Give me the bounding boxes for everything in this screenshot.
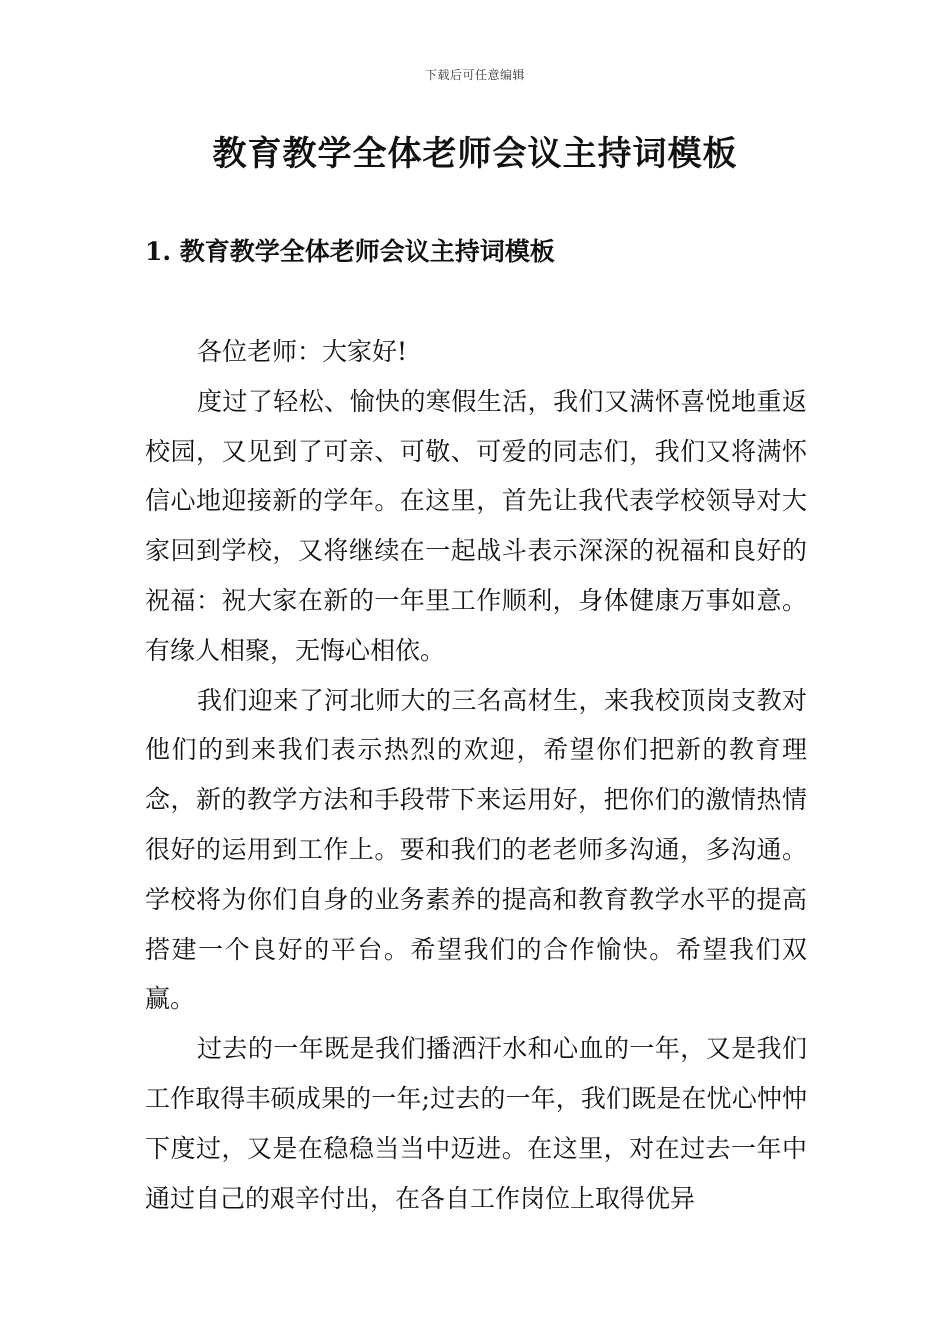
header-note: 下载后可任意编辑: [424, 68, 525, 82]
paragraph: 我们迎来了河北师大的三名高材生，来我校顶岗支教对他们的到来我们表示热烈的欢迎，希望你们把新的教育理念，新的教学方法和手段带下来运用好，把你们的激情热情很好的运用到工作上。要和我们的老老师多沟通，多沟通。学校将为你们自身的业务素养的提高和教育教学水平的提高搭建一个良好的平台。希望我们的合作愉快。希望我们双赢。: [145, 685, 807, 1014]
document-title: 教育教学全体老师会议主持词模板: [212, 134, 738, 174]
paragraph: 度过了轻松、愉快的寒假生活，我们又满怀喜悦地重返校园，又见到了可亲、可敬、可爱的同志们，我们又将满怀信心地迎接新的学年。在这里，首先让我代表学校领导对大家回到学校，又将继续在一起战斗表示深深的祝福和良好的祝福：祝大家在新的一年里工作顺利，身体健康万事如意。有缘人相聚，无悔心相依。: [145, 386, 807, 665]
document-body: [145, 327, 807, 1223]
section-heading: 1. 教育教学全体老师会议主持词模板: [145, 237, 555, 266]
paragraph-greeting: 各位老师：大家好!: [197, 337, 408, 366]
paragraph: 过去的一年既是我们播洒汗水和心血的一年，又是我们工作取得丰硕成果的一年;过去的一年，我们既是在忧心忡忡下度过，又是在稳稳当当中迈进。在这里，对在过去一年中通过自己的艰辛付出，在各自工作岗位上取得优异: [145, 1034, 807, 1213]
